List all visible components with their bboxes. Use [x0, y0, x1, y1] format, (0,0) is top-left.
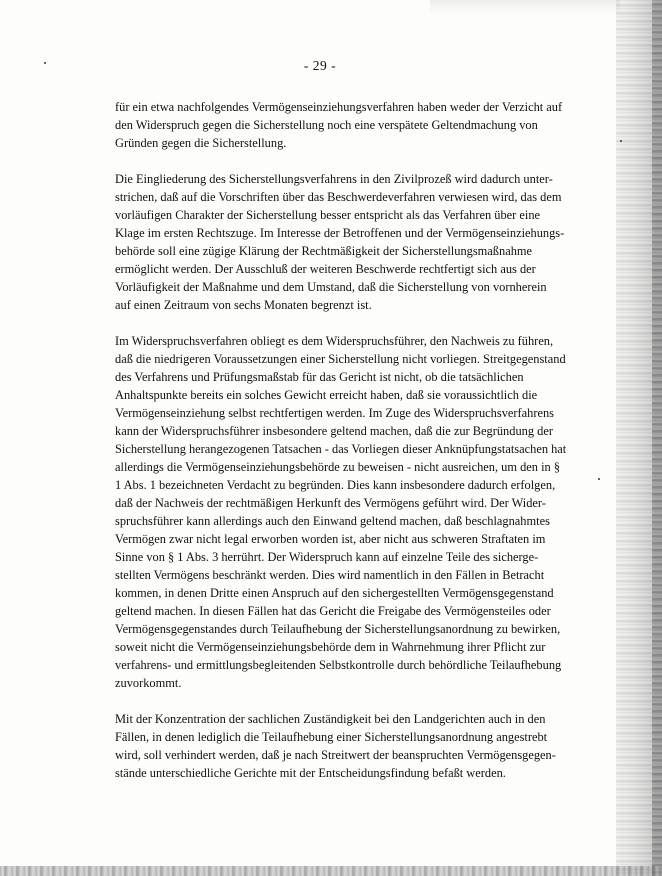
- page-number: - 29 -: [303, 58, 337, 73]
- text-line: behörde soll eine zügige Klärung der Rechtmäßigkeit der Sicherstellungsmaßnahme: [115, 244, 533, 258]
- text-line: Vermögenseinziehung selbst rechtfertigen werden. Im Zuge des Widerspruchsverfahrens: [115, 406, 554, 420]
- text-line: den Widerspruch gegen die Sicherstellung noch eine verspätete Geltendmachung von: [115, 118, 538, 132]
- scan-border-bottom: [0, 866, 662, 876]
- text-line: soweit nicht die Vermögenseinziehungsbehörde dem in Wahrnehmung ihrer Pflicht zur: [115, 640, 546, 654]
- text-line: des Verfahrens und Prüfungsmaßstab für das Gericht ist nicht, ob die tatsächlichen: [115, 370, 524, 384]
- text-line: verfahrens- und ermittlungsbegleitenden Selbstkontrolle durch behördliche Teilaufhebung: [115, 658, 562, 672]
- text-line: daß der Nachweis der rechtmäßigen Herkunft des Vermögens geführt wird. Der Wider-: [115, 496, 546, 510]
- scan-shadow-top: [430, 0, 620, 14]
- text-line: Sicherstellung herangezogenen Tatsachen - das Vorliegen dieser Anknüpfungstatsachen hat: [115, 442, 567, 456]
- text-line: 1 Abs. 1 bezeichneten Verdacht zu begründen. Dies kann insbesondere dadurch erfolgen,: [115, 478, 556, 492]
- text-line: Klage im ersten Rechtszuge. Im Interesse der Betroffenen und der Vermögenseinziehungs-: [115, 226, 565, 240]
- paragraph-1: [115, 98, 563, 152]
- text-line: Im Widerspruchsverfahren obliegt es dem Widerspruchsführer, den Nachweis zu führen,: [115, 334, 554, 348]
- document-body: [115, 98, 567, 800]
- scan-speck: [620, 140, 622, 142]
- text-line: wird, soll verhindert werden, daß je nach Streitwert der beanspruchten Vermögensgegen-: [115, 748, 556, 762]
- paragraph-2: [115, 170, 565, 314]
- text-line: Vermögensgegenstandes durch Teilaufhebung der Sicherstellungsanordnung zu bewirken,: [115, 622, 561, 636]
- text-line: zuvorkommt.: [115, 676, 182, 690]
- text-line: stellten Vermögens beschränkt werden. Dies wird namentlich in den Fällen in Betracht: [115, 568, 545, 582]
- text-line: daß die niedrigeren Voraussetzungen einer Sicherstellung nicht vorliegen. Streitgegenstand: [115, 352, 566, 366]
- text-line: Die Eingliederung des Sicherstellungsverfahrens in den Zivilprozeß wird dadurch unter-: [115, 172, 553, 186]
- scan-border-right: [652, 0, 662, 876]
- text-line: auf einen Zeitraum von sechs Monaten begrenzt ist.: [115, 298, 372, 312]
- text-line: ermöglicht werden. Der Ausschluß der weiteren Beschwerde rechtfertigt sich aus der: [115, 262, 536, 276]
- text-line: stände unterschiedliche Gerichte mit der Entscheidungsfindung befaßt werden.: [115, 766, 506, 780]
- text-line: kommen, in denen Dritte einen Anspruch auf den sichergestellten Vermögensgegenstand: [115, 586, 554, 600]
- text-line: geltend machen. In diesen Fällen hat das Gericht die Freigabe des Vermögensteiles oder: [115, 604, 551, 618]
- text-line: Vorläufigkeit der Maßnahme und dem Umstand, daß die Sicherstellung von vornherein: [115, 280, 547, 294]
- text-line: spruchsführer kann allerdings auch den Einwand geltend machen, daß beschlagnahmtes: [115, 514, 550, 528]
- text-line: Sinne von § 1 Abs. 3 herrührt. Der Widerspruch kann auf einzelne Teile des sicherge-: [115, 550, 539, 564]
- text-line: Gründen gegen die Sicherstellung.: [115, 136, 287, 150]
- text-line: Anhaltspunkte bereits ein solches Gewicht erreicht haben, daß sie voraussichtlich die: [115, 388, 538, 402]
- paragraph-4: [115, 710, 555, 782]
- text-line: vorläufigen Charakter der Sicherstellung besser entspricht als das Verfahren über eine: [115, 208, 541, 222]
- text-line: Vermögen zwar nicht legal erworben worden ist, aber nicht aus schweren Straftaten im: [115, 532, 546, 546]
- scan-speck: [598, 478, 600, 480]
- paragraph-3: [115, 332, 567, 692]
- text-line: allerdings die Vermögenseinziehungsbehörde zu beweisen - nicht ausreichen, um den in §: [115, 460, 561, 474]
- text-line: Fällen, in denen lediglich die Teilaufhebung einer Sicherstellungsanordnung angestrebt: [115, 730, 548, 744]
- text-line: strichen, daß auf die Vorschriften über das Beschwerdeverfahren verwiesen wird, das dem: [115, 190, 562, 204]
- text-line: kann der Widerspruchsführer insbesondere geltend machen, daß die zur Begründung der: [115, 424, 553, 438]
- text-line: Mit der Konzentration der sachlichen Zuständigkeit bei den Landgerichten auch in den: [115, 712, 546, 726]
- text-line: für ein etwa nachfolgendes Vermögenseinziehungsverfahren haben weder der Verzicht auf: [115, 100, 563, 114]
